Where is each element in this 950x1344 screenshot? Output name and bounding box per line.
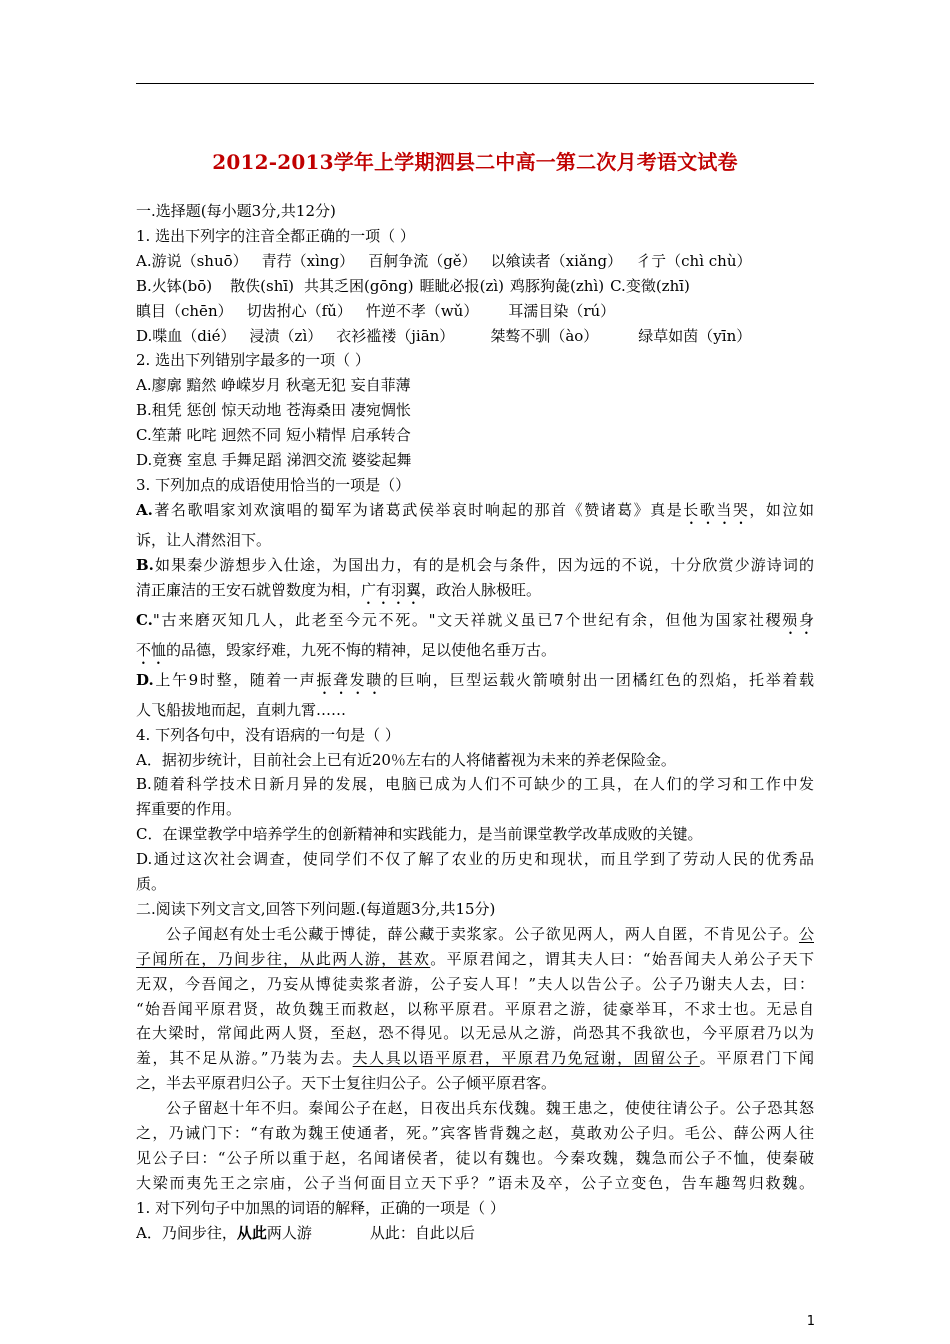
passage-line: 在大梁时，常闻此两人贤，至赵，恐不得见。以无忌从之游，尚恐其不我欲也，今平原君乃以为 (136, 1024, 814, 1043)
passage-line: 公子留赵十年不归。秦闻公子在赵，日夜出兵东伐魏。魏王患之，使使往请公子。公子恐其怒 (166, 1099, 814, 1118)
q3-b-text: 清正廉洁的王安石就曾数度为相， (136, 580, 362, 599)
q1-c-item: 瞋目（chēn） (136, 301, 233, 320)
q1-a-item: 青荇（xìng） (261, 251, 355, 270)
page-number: 1 (806, 1314, 815, 1329)
passage-line: 无双，今吾闻之，乃妄从博徒卖浆者游，公子妄人耳！”夫人以告公子。公子乃谢夫人去，曰： (136, 974, 814, 993)
q3-c-text: "古来磨灭知几人，此老至今元不死。"文天祥就义虽已7个世纪有余，但他为国家社稷 (152, 610, 783, 629)
passage-text: 羞，其不足从游。”乃装为去。 (136, 1049, 353, 1068)
underlined-sentence: 公 (798, 924, 814, 943)
q3-option-d-cont: 人飞船拔地而起，直刺九霄…… (136, 700, 347, 719)
s2-q1-stem: 1. 对下列句子中加黑的词语的解释，正确的一项是（ ） (136, 1198, 505, 1217)
underlined-sentence: 子闻所在，乃间步往，从此两人游，甚欢 (136, 949, 431, 968)
s2-q1-option-a (136, 1221, 814, 1246)
passage-line: “始吾闻平原君贤，故负魏王而救赵，以称平原君。平原君之游，徒豪举耳，不求士也。无忌自 (136, 999, 814, 1018)
q3-d-text: 上午9时整，随着一声 (153, 670, 317, 689)
q1-d-item: D.喋血（dié） (136, 326, 236, 345)
q3-c-text: 的品德，毁家纾难，九死不悔的精神，足以使他名垂万古。 (166, 640, 557, 659)
q1-b-item: B.火钵(bō) (136, 276, 213, 295)
q4-option-a: A．据初步统计，目前社会上已有近20％左右的人将储蓄视为未来的养老保险金。 (136, 750, 676, 769)
q1-option-c (136, 299, 814, 324)
q2-option-a: A.廖廓 黯然 峥嵘岁月 秋毫无犯 妄自菲薄 (136, 376, 411, 395)
q3-option-c-cont (136, 638, 814, 668)
q1-b-item: C.变徵(zhī) (610, 276, 690, 295)
q3-a-text: ，如泣如 (749, 500, 814, 519)
header-rule (136, 83, 814, 84)
q1-c-item: 忤逆不孝（wǔ） (365, 301, 479, 320)
q1-b-item: 散佚(shī) (230, 276, 295, 295)
q1-b-item: 共其乏困(gōng) (304, 276, 414, 295)
passage-line (136, 947, 814, 972)
q1-b-item: 鸡豚狗彘(zhì) (510, 276, 605, 295)
s2-q1-a-gloss: 从此：自此以后 (369, 1223, 475, 1242)
bold-term: 从此 (236, 1223, 267, 1242)
q1-d-item: 浸渍（zì） (249, 326, 323, 345)
exam-title: 2012-2013学年上学期泗县二中高一第二次月考语文试卷 (212, 150, 738, 174)
passage-line (136, 1046, 814, 1071)
underlined-sentence: 夫人具以语平原君，平原君乃免冠谢，固留公子 (352, 1049, 700, 1068)
q1-a-item: 彳亍（chì chù） (636, 251, 752, 270)
q4-option-d: D.通过这次社会调查，使同学们不仅了解了农业的历史和现状，而且学到了劳动人民的优秀品 (136, 850, 814, 869)
passage-line: 之，半去平原君归公子。天下士复往归公子。公子倾平原君客。 (136, 1074, 557, 1093)
q1-d-item: 桀骜不驯（ào） (490, 326, 599, 345)
q3-option-d: D.上午9时整，随着一声振聋发聩的巨响，巨型运载火箭喷射出一团橘红色的烈焰，托举着载 (136, 670, 814, 689)
q1-stem: 1. 选出下列字的注音全都正确的一项（ ） (136, 226, 415, 245)
passage-line: 之，乃诫门下：“有敢为魏王使通者，死。”宾客皆背魏之赵，莫敢劝公子归。毛公、薛公两人往 (136, 1124, 814, 1143)
q1-d-item: 绿草如茵（yīn） (638, 326, 752, 345)
q1-c-item: 耳濡目染（rú） (508, 301, 616, 320)
q2-option-d: D.竟赛 室息 手舞足蹈 涕泗交流 婆娑起舞 (136, 451, 412, 470)
q1-a-item: 百舸争流（gě） (368, 251, 477, 270)
q3-option-a-cont: 诉，让人潸然泪下。 (136, 530, 272, 549)
q1-d-item: 衣衫褴褛（jiān） (336, 326, 455, 345)
q3-d-idiom: 振聋发聩 (316, 670, 383, 689)
q3-d-text: 的巨响，巨型运载火箭喷射出一团橘红色的烈焰，托举着载 (382, 670, 814, 689)
q4-option-c: C．在课堂教学中培养学生的创新精神和实践能力，是当前课堂教学改革成败的关键。 (136, 825, 703, 844)
q1-option-d (136, 324, 814, 349)
q3-b-idiom: 广有羽翼 (361, 580, 422, 599)
q1-a-item: 以飨读者（xiǎng） (490, 251, 623, 270)
q3-c-idiom: 不恤 (136, 640, 167, 659)
section1-heading: 一.选择题(每小题3分,共12分) (136, 202, 336, 220)
q4-option-b: B.随着科学技术日新月异的发展，电脑已成为人们不可缺少的工具，在人们的学习和工作中发 (136, 775, 814, 794)
q4-option-b-cont: 挥重要的作用。 (136, 800, 242, 819)
passage-text: 。平原君闻之，谓其夫人曰：“始吾闻夫人弟公子天下 (430, 949, 814, 968)
passage-line (136, 922, 814, 947)
q1-option-b (136, 274, 814, 299)
q3-b-text: ，政治人脉极旺。 (421, 580, 542, 599)
q2-option-b: B.租凭 惩创 惊天动地 苍海桑田 凄宛惆怅 (136, 401, 411, 420)
exam-body (136, 199, 814, 1246)
q3-option-a: A.著名歌唱家刘欢演唱的蜀军为诸葛武侯举哀时响起的那首《赞诸葛》真是长歌当哭，如泣如 (136, 500, 814, 519)
q1-b-item: 睚眦必报(zì) (419, 276, 505, 295)
passage-line: 见公子曰：“公子所以重于赵，名闻诸侯者，徒以有魏也。今秦攻魏，魏急而公子不恤，使秦破 (136, 1149, 814, 1167)
q3-stem: 3. 下列加点的成语使用恰当的一项是（） (136, 475, 411, 494)
s2-q1-a-text: A．乃间步往， (136, 1223, 237, 1242)
q3-c-idiom: 殒身 (782, 610, 814, 629)
passage-line: 大梁而夷先王之宗庙，公子当何面目立天下乎？”语未及卒，公子立变色，告车趣驾归救魏。 (136, 1173, 814, 1192)
passage-text: 公子闻赵有处士毛公藏于博徒，薛公藏于卖浆家。公子欲见两人，两人自匿，不肯见公子。 (166, 924, 799, 943)
section2-heading: 二.阅读下列文言文,回答下列问题.(每道题3分,共15分) (136, 899, 496, 918)
q3-a-idiom: 长歌当哭 (683, 500, 750, 519)
passage-text: 。平原君门下闻 (699, 1049, 814, 1068)
q1-a-item: A.游说（shuō） (136, 251, 248, 270)
q1-c-item: 切齿拊心（fǔ） (246, 301, 352, 320)
q1-option-a (136, 249, 814, 274)
q3-option-c: C."古来磨灭知几人，此老至今元不死。"文天祥就义虽已7个世纪有余，但他为国家社稷殒身 (136, 610, 814, 629)
q2-option-c: C.笙萧 叱咤 迥然不同 短小精悍 启承转合 (136, 426, 411, 445)
q3-option-b: B.如果秦少游想步入仕途，为国出力，有的是机会与条件，因为远的不说，十分欣赏少游诗词的 (136, 555, 814, 574)
q4-stem: 4. 下列各句中，没有语病的一句是（ ） (136, 725, 400, 744)
q3-b-text: 如果秦少游想步入仕途，为国出力，有的是机会与条件，因为远的不说，十分欣赏少游诗词的 (153, 555, 814, 574)
q3-option-b-cont (136, 578, 814, 608)
q4-option-d-cont: 质。 (136, 875, 167, 894)
s2-q1-a-text: 两人游 (266, 1223, 312, 1242)
q2-stem: 2. 选出下列错别字最多的一项（ ） (136, 351, 370, 370)
q3-a-text: 著名歌唱家刘欢演唱的蜀军为诸葛武侯举哀时响起的那首《赞诸葛》真是 (152, 500, 684, 519)
